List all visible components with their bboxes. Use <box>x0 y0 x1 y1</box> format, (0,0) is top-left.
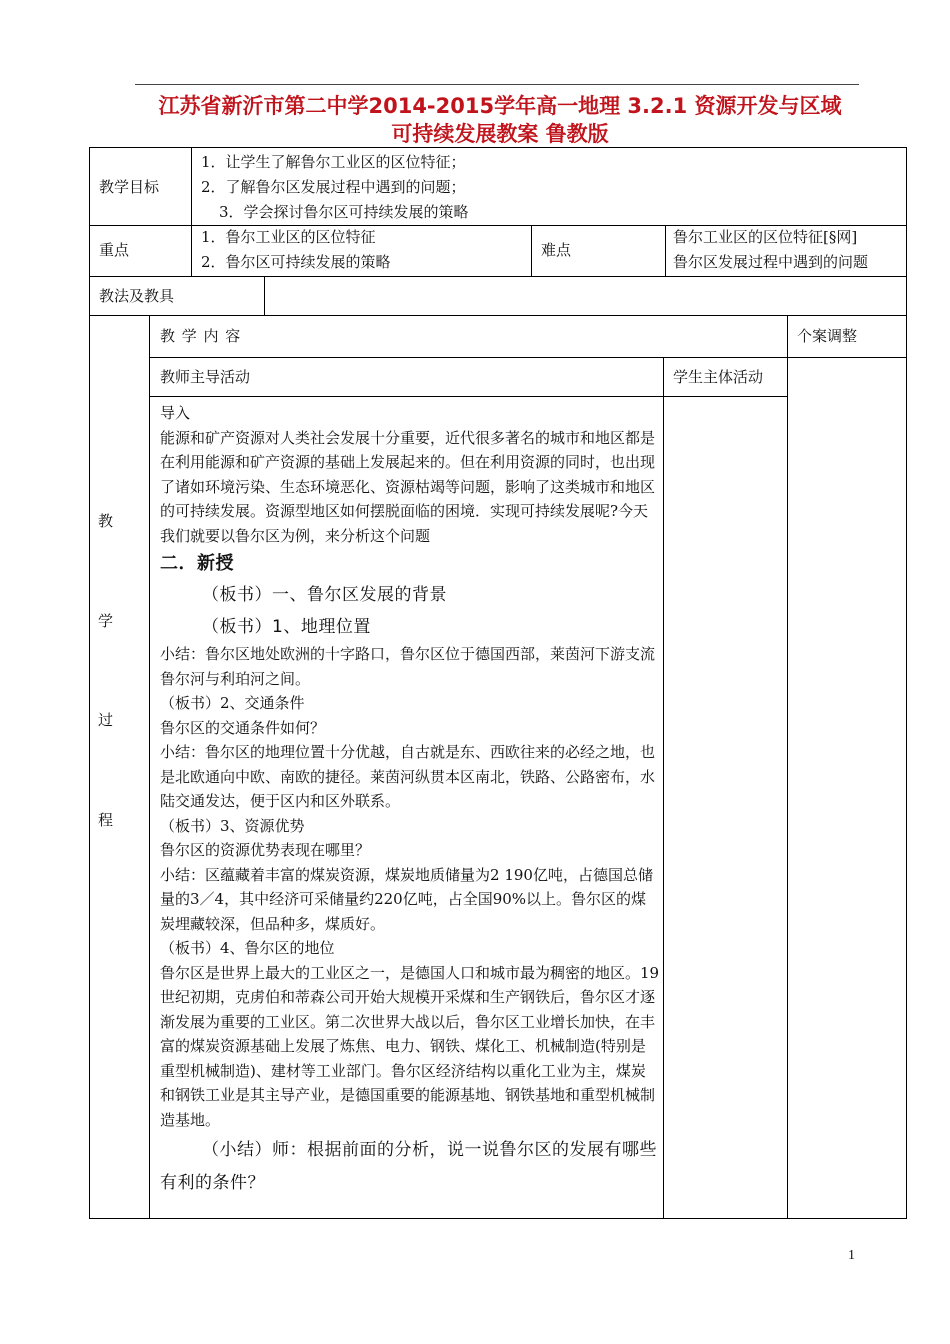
teacher-activity <box>160 401 660 1200</box>
difficulty-label: 难点 <box>541 241 572 259</box>
paragraph: 鲁尔区是世界上最大的工业区之一，是德国人口和城市最为稠密的地区。19世纪初期，克虏伯和蒂森公司开始大规模开采煤和生产钢铁后，鲁尔区才逐渐发展为重要的工业区。第二次世界大战以后，鲁尔区工业增长加快，在丰富的煤炭资源基础上发展了炼焦、电力、钢铁、煤化工、机械制造(特别是重型机械制造)、建材等工业部门。鲁尔区经济结构以重化工业为主，煤炭和钢铁工业是其主导产业，是德国重要的能源基地、钢铁基地和重型机械制造基地。 <box>160 963 660 1129</box>
row-divider <box>90 276 906 277</box>
board-note: （板书）一、鲁尔区发展的背景 <box>202 585 447 605</box>
paragraph: （板书）3、资源优势 <box>160 816 305 835</box>
col-divider <box>663 357 664 1218</box>
row-divider <box>90 315 906 316</box>
goal-item: 1．让学生了解鲁尔工业区的区位特征； <box>201 153 466 171</box>
student-header: 学生主体活动 <box>673 368 764 386</box>
document-title <box>100 92 900 148</box>
title-line-2: 可持续发展教案 鲁教版 <box>391 122 609 146</box>
paragraph: （板书）2、交通条件 <box>160 694 305 712</box>
lesson-table <box>89 147 907 1219</box>
paragraph: 小结：区蕴藏着丰富的煤炭资源，煤炭地质储量为2 190亿吨，占德国总储量的3／4，其中经济可采储量约220亿吨，占全国90%以上。鲁尔区的煤炭埋藏较深，但品种多，煤质好。 <box>160 865 653 933</box>
key-item: 1．鲁尔工业区的区位特征 <box>201 228 376 246</box>
page-number: 1 <box>848 1248 855 1263</box>
col-divider <box>531 225 532 276</box>
board-note: （板书）1、地理位置 <box>202 617 371 637</box>
section-heading: 二．新授 <box>160 553 234 574</box>
process-label-char: 学 <box>98 612 114 630</box>
col-divider <box>191 148 192 276</box>
row-divider <box>149 357 906 358</box>
col-divider <box>665 225 666 276</box>
paragraph: 鲁尔区的资源优势表现在哪里？ <box>160 841 371 859</box>
paragraph: 小结：鲁尔区的地理位置十分优越，自古就是东、西欧往来的必经之地，也是北欧通向中欧、南欧的捷径。莱茵河纵贯本区南北，铁路、公路密布，水陆交通发达，便于区内和区外联系。 <box>160 743 656 810</box>
col-divider <box>264 276 265 315</box>
col-divider <box>787 315 788 1218</box>
adjust-header: 个案调整 <box>797 327 858 345</box>
paragraph: 能源和矿产资源对人类社会发展十分重要，近代很多著名的城市和地区都是在利用能源和矿产资源的基础上发展起来的。但在利用资源的同时，也出现了诸如环境污染、生态环境恶化、资源枯竭等问题，影响了这类城市和地区的可持续发展。资源型地区如何摆脱面临的困境．实现可持续发展呢?今天我们就要以鲁尔区为例，来分析这个问题 <box>160 428 656 545</box>
col-divider <box>149 315 150 1218</box>
difficulty-item: 鲁尔区发展过程中遇到的问题 <box>673 253 869 271</box>
process-label-char: 教 <box>98 512 114 530</box>
summary-question: （小结）师：根据前面的分析，说一说鲁尔区的发展有哪些有利的条件？ <box>160 1140 657 1193</box>
goals-label: 教学目标 <box>99 178 160 196</box>
difficulty-item: 鲁尔工业区的区位特征[§网] <box>673 228 858 246</box>
paragraph: 导入 <box>160 404 191 422</box>
key-label: 重点 <box>99 241 130 259</box>
paragraph: 小结：鲁尔区地处欧洲的十字路口，鲁尔区位于德国西部，莱茵河下游支流鲁尔河与利珀河之间。 <box>160 645 656 688</box>
row-divider <box>149 396 787 397</box>
header-rule <box>135 84 859 85</box>
method-label: 教法及教具 <box>99 287 175 305</box>
paragraph: （板书）4、鲁尔区的地位 <box>160 939 335 957</box>
teacher-header: 教师主导活动 <box>160 368 251 386</box>
content-header: 教 学 内 容 <box>160 327 242 345</box>
process-label-char: 过 <box>98 711 114 729</box>
title-line-1: 江苏省新沂市第二中学2014-2015学年高一地理 3.2.1 资源开发与区域 <box>158 94 842 118</box>
paragraph: 鲁尔区的交通条件如何？ <box>160 718 326 737</box>
goal-item: 3．学会探讨鲁尔区可持续发展的策略 <box>219 203 469 221</box>
process-label-char: 程 <box>98 811 114 829</box>
key-item: 2．鲁尔区可持续发展的策略 <box>201 253 391 271</box>
goal-item: 2．了解鲁尔区发展过程中遇到的问题； <box>201 178 466 196</box>
